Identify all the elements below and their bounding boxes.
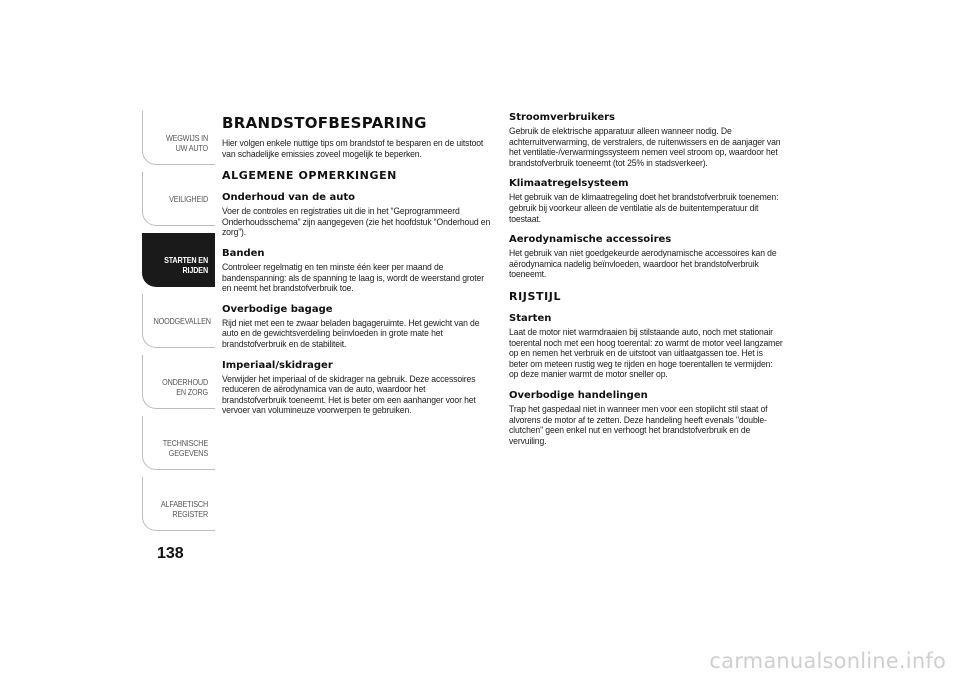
paragraph: Het gebruik van niet goedgekeurde aerodynamische accessoires kan de aërodynamica nadelig beïnvloeden, waardoor het brandstofverbruik toeneemt. <box>509 248 777 280</box>
tab-veiligheid[interactable] <box>142 172 215 226</box>
paragraph: Het gebruik van de klimaatregeling doet het brandstofverbruik toenemen: gebruik bij voorkeur alleen de ventilatie als de buitentemperatuur dit toestaat. <box>509 192 779 224</box>
right-column <box>509 112 783 456</box>
paragraph: Verwijder het imperiaal of de skidrager na gebruik. Deze accessoires reduceren de aërodynamica van de auto, waardoor het brandstofverbruik toeneemt. Het is beter om een aanhanger voor het vervoer van volumineuze voorwerpen te gebruiken. <box>222 373 476 416</box>
paragraph: Laat de motor niet warmdraaien bij stilstaande auto, noch met stationair toerental noch met een hoog toerental: zo warmt de motor veel langzamer op en nemen het verbruik en de uitstoot van uitlaatgassen toe. Het is beter om meteen rustig weg te rijden en hoge toerentallen te vermijden: op deze manier warmt de motor sneller op. <box>509 326 783 380</box>
paragraph: Voer de controles en registraties uit die in het “Geprogrammeerd Onderhoudsschema” zijn aangegeven (zie het hoofdstuk “Onderhoud en zorg”). <box>222 206 491 238</box>
tab-label: VEILIGHEID <box>169 194 208 204</box>
subheading: Imperiaal/skidrager <box>222 359 333 371</box>
tab-label: TECHNISCHE GEGEVENS <box>162 438 208 458</box>
intro-paragraph: Hier volgen enkele nuttige tips om brandstof te besparen en de uitstoot van schadelijke emissies zoveel mogelijk te beperken. <box>222 138 484 159</box>
tab-onderhoud-en-zorg[interactable] <box>142 355 215 409</box>
subheading: Overbodige bagage <box>222 303 333 315</box>
paragraph: Trap het gaspedaal niet in wanneer men voor een stoplicht stil staat of alvorens de motor af te zetten. Deze handeling heeft evenals "double-clutchen" geen enkel nut en verhoogt het brandstofverbruik en de vervuiling. <box>509 403 768 446</box>
subheading: Klimaatregelsysteem <box>509 178 629 190</box>
paragraph: Gebruik de elektrische apparatuur alleen wanneer nodig. De achterruitverwarming, de verstralers, de ruitenwissers en de aanjager van het ventilatie-/verwarmingssysteem nemen veel stroom op, waardoor het brandstofverbruik toeneemt (tot 25% in stadsverkeer). <box>509 126 781 168</box>
tab-alfabetisch-register[interactable] <box>142 477 215 531</box>
tab-wegwijs[interactable] <box>142 111 215 165</box>
tab-label: ONDERHOUD EN ZORG <box>162 377 208 397</box>
page-title: BRANDSTOFBESPARING <box>222 114 427 132</box>
tab-label: NOODGEVALLEN <box>153 316 211 326</box>
section-heading: ALGEMENE OPMERKINGEN <box>222 169 397 183</box>
subheading: Banden <box>222 247 265 259</box>
subheading: Starten <box>509 312 552 324</box>
tab-noodgevallen[interactable] <box>142 294 215 348</box>
section-heading: RIJSTIJL <box>509 289 562 303</box>
paragraph: Rijd niet met een te zwaar beladen bagageruimte. Het gewicht van de auto en de gewichtsverdeling beïnvloeden in grote mate het brandstofverbruik en de stabiliteit. <box>222 317 480 349</box>
subheading: Aerodynamische accessoires <box>509 234 672 246</box>
subheading: Onderhoud van de auto <box>222 192 356 204</box>
chapter-tabs <box>142 111 215 538</box>
tab-label: ALFABETISCH REGISTER <box>160 499 208 519</box>
tab-label: WEGWIJS IN UW AUTO <box>165 133 208 153</box>
tab-starten-en-rijden[interactable] <box>142 233 215 287</box>
paragraph: Controleer regelmatig en ten minste één keer per maand de bandenspanning: als de spanning te laag is, wordt de weerstand groter en neemt het brandstofverbruik toe. <box>222 261 484 294</box>
page-number: 138 <box>157 545 184 562</box>
subheading: Overbodige handelingen <box>509 389 648 401</box>
watermark: carmanualsonline.info <box>709 649 946 673</box>
tab-label: STARTEN EN RIJDEN <box>164 255 208 275</box>
subheading: Stroomverbruikers <box>509 112 615 123</box>
tab-technische-gegevens[interactable] <box>142 416 215 470</box>
left-column <box>222 112 494 426</box>
